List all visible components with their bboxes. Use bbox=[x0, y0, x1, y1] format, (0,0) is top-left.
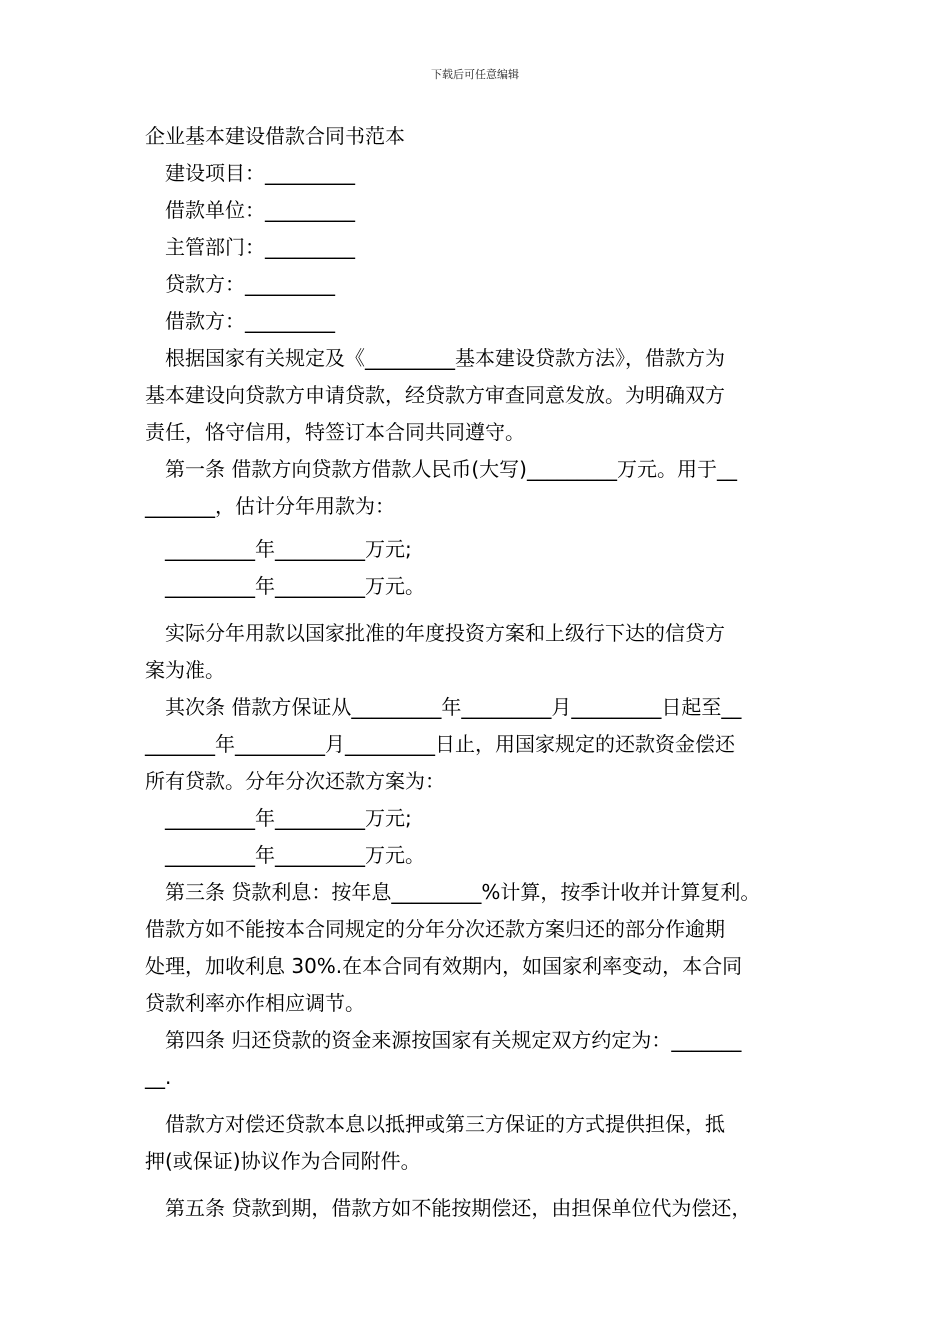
text-line: 实际分年用款以国家批准的年度投资方案和上级行下达的信贷方 bbox=[145, 621, 725, 645]
text-line: 第四条 归还贷款的资金来源按国家有关规定双方约定为：_______ bbox=[145, 1028, 742, 1052]
text-line: 案为准。 bbox=[145, 658, 225, 682]
text-line: 借款方如不能按本合同规定的分年分次还款方案归还的部分作逾期 bbox=[145, 917, 725, 941]
article-2 bbox=[145, 689, 813, 874]
text-line: 押(或保证)协议作为合同附件。 bbox=[145, 1149, 421, 1173]
text-line: 根据国家有关规定及《_________基本建设贷款方法》，借款方为 bbox=[145, 346, 725, 370]
text-line: __. bbox=[145, 1065, 172, 1089]
text-line: 责任，恪守信用，特签订本合同共同遵守。 bbox=[145, 420, 525, 444]
field-list bbox=[145, 155, 813, 340]
article-1 bbox=[145, 451, 813, 689]
text-line: _________年_________万元; bbox=[145, 806, 412, 830]
field-borrowing-unit: 借款单位：_________ bbox=[165, 198, 355, 222]
guarantee-paragraph bbox=[145, 1106, 813, 1180]
text-line: 所有贷款。分年分次还款方案为： bbox=[145, 769, 445, 793]
text-line: 处理，加收利息 30%.在本合同有效期内，如国家利率变动，本合同 bbox=[145, 954, 743, 978]
article-3 bbox=[145, 874, 813, 1022]
intro-paragraph bbox=[145, 340, 813, 451]
text-line: 第三条 贷款利息：按年息_________%计算，按季计收并计算复利。 bbox=[145, 880, 761, 904]
text-line: 其次条 借款方保证从_________年_________月_________日起至__ bbox=[145, 695, 742, 719]
field-borrower: 借款方：_________ bbox=[165, 309, 335, 333]
text-line: _________年_________万元; bbox=[145, 537, 412, 561]
field-construction-project: 建设项目：_________ bbox=[165, 161, 355, 185]
article-4 bbox=[145, 1022, 813, 1096]
text-line: 借款方对偿还贷款本息以抵押或第三方保证的方式提供担保，抵 bbox=[145, 1112, 725, 1136]
text-line: _______，估计分年用款为： bbox=[145, 494, 395, 518]
text-line: _________年_________万元。 bbox=[145, 574, 425, 598]
text-line: 基本建设向贷款方申请贷款，经贷款方审查同意发放。为明确双方 bbox=[145, 383, 725, 407]
header-note: 下载后可任意编辑 bbox=[431, 68, 519, 81]
text-line: 第五条 贷款到期，借款方如不能按期偿还，由担保单位代为偿还， bbox=[145, 1196, 752, 1220]
field-supervising-dept: 主管部门：_________ bbox=[165, 235, 355, 259]
text-line: 贷款利率亦作相应调节。 bbox=[145, 991, 365, 1015]
document-title: 企业基本建设借款合同书范本 bbox=[145, 124, 405, 148]
text-line: _________年_________万元。 bbox=[145, 843, 425, 867]
text-line: _______年_________月_________日止，用国家规定的还款资金偿还 bbox=[145, 732, 735, 756]
contract-document bbox=[145, 118, 813, 1227]
text-line: 第一条 借款方向贷款方借款人民币(大写)_________万元。用于__ bbox=[145, 457, 737, 481]
field-lender: 贷款方：_________ bbox=[165, 272, 335, 296]
article-5 bbox=[145, 1190, 813, 1227]
